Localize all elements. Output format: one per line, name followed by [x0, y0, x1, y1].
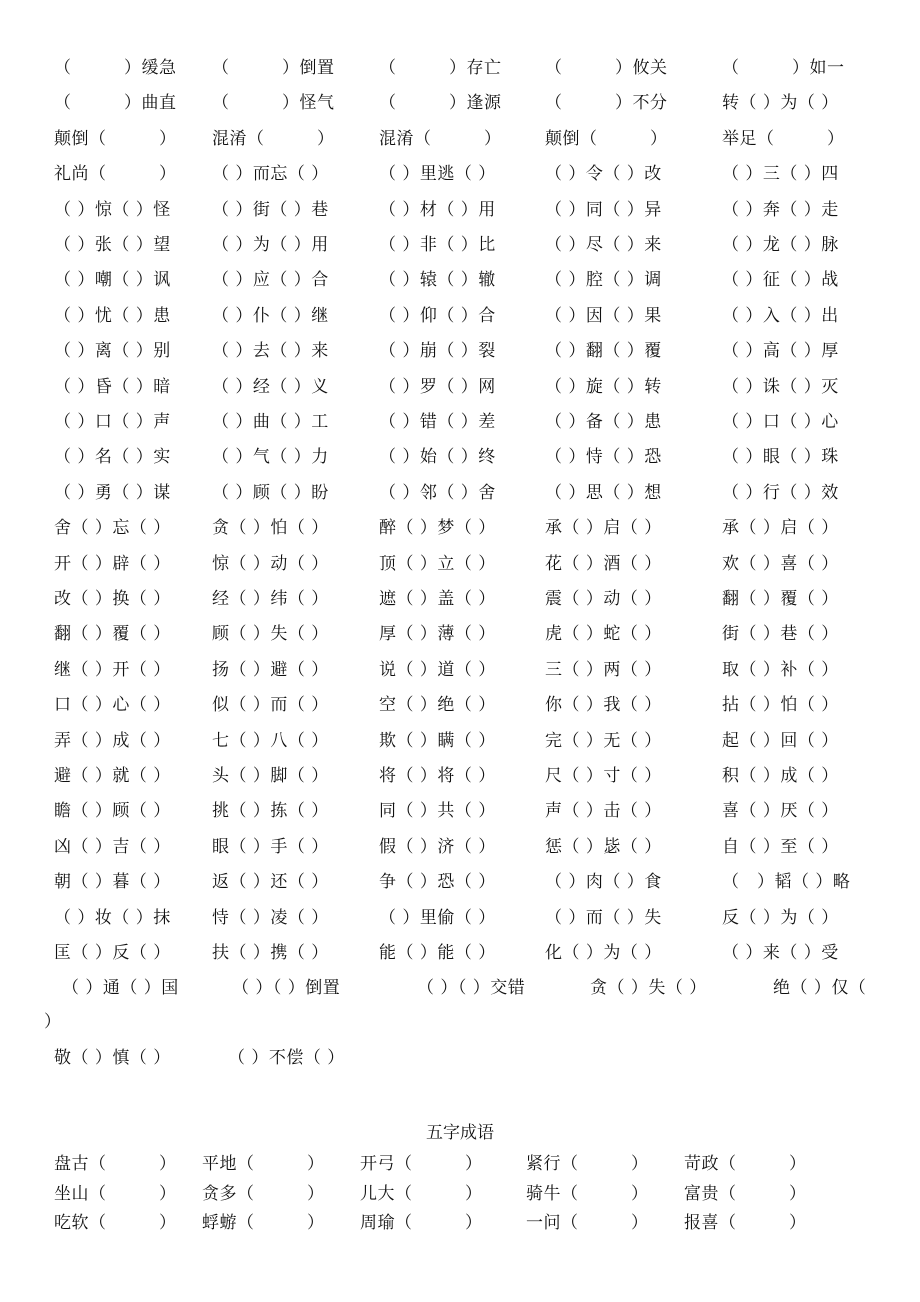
idiom-row	[0, 834, 920, 860]
idiom-blank-item: 假（ ）济（ ）	[379, 836, 496, 857]
idiom-blank-item: （ ）龙（ ）脉	[722, 235, 839, 255]
idiom-blank-item: 舍（ ）忘（ ）	[54, 518, 171, 539]
idiom-blank-item: （ ）名（ ）实	[54, 447, 171, 468]
idiom-row	[0, 303, 920, 329]
idiom-blank-item: （ ）材（ ）用	[379, 199, 496, 220]
idiom-row	[0, 657, 920, 683]
idiom-blank-item: 惩（ ）毖（ ）	[545, 836, 662, 857]
idiom-blank-item: （ ）顾（ ）盼	[212, 482, 329, 503]
idiom-blank-item: （ ）高（ ）厚	[722, 341, 839, 362]
idiom-blank-item: （ ）崩（ ）裂	[379, 341, 496, 362]
idiom-blank-item: 挑（ ）拣（ ）	[212, 801, 329, 822]
idiom-blank-item: 开（ ）辟（ ）	[54, 553, 171, 574]
idiom-blank-item: （ ）而（ ）失	[545, 907, 662, 928]
idiom-row	[0, 126, 920, 152]
idiom-blank-item: 颠倒（ ）	[545, 128, 668, 149]
idiom-blank-item: 化（ ）为（ ）	[545, 943, 662, 963]
idiom-blank-item: 能（ ）能（ ）	[379, 943, 496, 963]
idiom-blank-item: （ ）思（ ）想	[545, 482, 662, 503]
idiom-blank-item: （ ）旋（ ）转	[545, 376, 662, 397]
idiom-blank-item: （ ）行（ ）效	[722, 482, 839, 503]
idiom-row	[0, 763, 920, 789]
idiom-row	[0, 515, 920, 541]
idiom-blank-item: 混淆（ ）	[379, 128, 502, 149]
idiom-blank-item: 喜（ ）厌（ ）	[722, 801, 839, 822]
idiom-row-wrapped	[0, 975, 920, 1033]
five-char-row	[0, 1210, 920, 1236]
five-char-item: 贪多（ ）	[202, 1183, 325, 1204]
idiom-blank-item: （ ）怪气	[212, 93, 335, 114]
idiom-row	[0, 197, 920, 223]
idiom-blank-item: 经（ ）纬（ ）	[212, 589, 329, 609]
five-char-item: 紧行（ ）	[526, 1154, 649, 1174]
idiom-blank-item: （ ）令（ ）改	[545, 164, 662, 185]
idiom-blank-item: 翻（ ）覆（ ）	[722, 589, 839, 609]
idiom-blank-item: （ ）而忘（ ）	[212, 164, 329, 185]
idiom-blank-item: 混淆（ ）	[212, 128, 335, 149]
idiom-blank-item: 贪（ ）怕（ ）	[212, 518, 329, 539]
idiom-row	[0, 338, 920, 364]
idiom-blank-item: 颠倒（ ）	[54, 128, 177, 149]
idiom-blank-item: 完（ ）无（ ）	[545, 730, 662, 751]
idiom-blank-item: 惊（ ）动（ ）	[212, 553, 329, 574]
idiom-blank-item: （ ）气（ ）力	[212, 447, 329, 468]
idiom-blank-item: （ ）非（ ）比	[379, 235, 496, 255]
idiom-blank-item: （ ）为（ ）用	[212, 235, 329, 255]
idiom-blank-item: 顾（ ）失（ ）	[212, 624, 329, 645]
idiom-blank-item: （ ）入（ ）出	[722, 305, 839, 326]
idiom-blank-item: 转（ ）为（ ）	[722, 93, 839, 114]
idiom-blank-item: （ ）尽（ ）来	[545, 235, 662, 255]
idiom-blank-item: （ ）错（ ）差	[379, 412, 496, 432]
idiom-blank-item: 敬（ ）慎（ ）	[54, 1048, 171, 1069]
idiom-row	[0, 409, 920, 435]
five-char-item: 苛政（ ）	[684, 1154, 807, 1174]
idiom-blank-item: 虎（ ）蛇（ ）	[545, 624, 662, 645]
idiom-blank-item: （ ）经（ ）义	[212, 376, 329, 397]
idiom-blank-item: 反（ ）为（ ）	[722, 907, 839, 928]
idiom-blank-item: 自（ ）至（ ）	[722, 836, 839, 857]
idiom-row	[0, 869, 920, 895]
idiom-blank-item: 匡（ ）反（ ）	[54, 943, 171, 963]
five-char-item: 坐山（ ）	[54, 1183, 177, 1204]
idiom-blank-item: （ ）辕（ ）辙	[379, 270, 496, 291]
idiom-blank-item: （ ）口（ ）声	[54, 412, 171, 432]
five-char-item: 一问（ ）	[526, 1213, 649, 1233]
five-char-row	[0, 1151, 920, 1177]
wrapped-paren: ）	[44, 1012, 62, 1033]
idiom-row	[0, 692, 920, 718]
idiom-blank-item: （ ）邻（ ）舍	[379, 482, 496, 503]
idiom-row	[0, 90, 920, 116]
idiom-blank-item: 同（ ）共（ ）	[379, 801, 496, 822]
idiom-row	[0, 444, 920, 470]
idiom-blank-item: （ ）备（ ）患	[545, 412, 662, 432]
idiom-blank-item: 口（ ）心（ ）	[54, 695, 171, 716]
idiom-blank-item: 醉（ ）梦（ ）	[379, 518, 496, 539]
idiom-row	[0, 55, 920, 81]
idiom-blank-item: 顶（ ）立（ ）	[379, 553, 496, 574]
idiom-blank-item: （ ）不分	[545, 93, 668, 114]
idiom-blank-item: 改（ ）换（ ）	[54, 589, 171, 609]
idiom-blank-item: 扬（ ）避（ ）	[212, 659, 329, 680]
idiom-blank-item: 眼（ ）手（ ）	[212, 836, 329, 857]
idiom-blank-item: 瞻（ ）顾（ ）	[54, 801, 171, 822]
idiom-blank-item: （ ）肉（ ）食	[545, 872, 662, 893]
idiom-blank-item: （ ）里逃（ ）	[379, 164, 496, 185]
idiom-blank-item: 似（ ）而（ ）	[212, 695, 329, 716]
idiom-row	[0, 621, 920, 647]
idiom-blank-item: 避（ ）就（ ）	[54, 766, 171, 786]
five-char-row	[0, 1181, 920, 1207]
idiom-blank-item: （ ）应（ ）合	[212, 270, 329, 291]
idiom-blank-item: 取（ ）补（ ）	[722, 659, 839, 680]
five-char-item: 富贵（ ）	[684, 1183, 807, 1204]
idiom-blank-item: 扶（ ）携（ ）	[212, 943, 329, 963]
idiom-blank-item: （ ）翻（ ）覆	[545, 341, 662, 362]
idiom-blank-item: 起（ ）回（ ）	[722, 730, 839, 751]
idiom-blank-item: （ ）奔（ ）走	[722, 199, 839, 220]
idiom-blank-item: （ ）昏（ ）暗	[54, 376, 171, 397]
idiom-blank-item: （ ）眼（ ）珠	[722, 447, 839, 468]
idiom-blank-item: （ ）罗（ ）网	[379, 376, 496, 397]
idiom-blank-item: （ ）（ ）倒置	[232, 978, 341, 999]
idiom-blank-item: 朝（ ）暮（ ）	[54, 872, 171, 893]
idiom-blank-item: 积（ ）成（ ）	[722, 766, 839, 786]
idiom-row	[0, 798, 920, 824]
idiom-blank-item: （ ）勇（ ）谋	[54, 482, 171, 503]
idiom-blank-item: （ ）口（ ）心	[722, 412, 839, 432]
idiom-blank-item: 举足（ ）	[722, 128, 845, 149]
five-char-item: 报喜（ ）	[684, 1213, 807, 1233]
idiom-row	[0, 551, 920, 577]
idiom-blank-item: 恃（ ）凌（ ）	[212, 907, 329, 928]
idiom-blank-item: 尺（ ）寸（ ）	[545, 766, 662, 786]
idiom-blank-item: （ ）诛（ ）灭	[722, 376, 839, 397]
idiom-blank-item: 你（ ）我（ ）	[545, 695, 662, 716]
idiom-blank-item: 争（ ）恐（ ）	[379, 872, 496, 893]
idiom-blank-item: （ ）街（ ）巷	[212, 199, 329, 220]
idiom-blank-item: 返（ ）还（ ）	[212, 872, 329, 893]
idiom-blank-item: （ ）（ ）交错	[417, 978, 526, 999]
idiom-blank-item: 礼尚（ ）	[54, 164, 177, 185]
idiom-blank-item: 遮（ ）盖（ ）	[379, 589, 496, 609]
idiom-blank-item: 承（ ）启（ ）	[722, 518, 839, 539]
idiom-blank-item: （ ）逢源	[379, 93, 502, 114]
idiom-blank-item: 承（ ）启（ ）	[545, 518, 662, 539]
five-char-item: 周瑜（ ）	[360, 1213, 483, 1233]
idiom-blank-item: （ ）始（ ）终	[379, 447, 496, 468]
idiom-blank-item: 翻（ ）覆（ ）	[54, 624, 171, 645]
idiom-blank-item: （ ）曲直	[54, 93, 177, 114]
idiom-row	[0, 480, 920, 506]
idiom-blank-item: 欢（ ）喜（ ）	[722, 553, 839, 574]
idiom-blank-item: （ ）曲（ ）工	[212, 412, 329, 432]
idiom-blank-item: （ ）如一	[722, 58, 845, 78]
idiom-blank-item: （ ）离（ ）别	[54, 341, 171, 362]
idiom-blank-item: （ ）忧（ ）患	[54, 305, 171, 326]
idiom-blank-item: 厚（ ）薄（ ）	[379, 624, 496, 645]
five-char-item: 儿大（ ）	[360, 1183, 483, 1204]
idiom-blank-item: 头（ ）脚（ ）	[212, 766, 329, 786]
idiom-blank-item: 继（ ）开（ ）	[54, 659, 171, 680]
idiom-blank-item: 贪（ ）失（ ）	[590, 978, 707, 999]
idiom-row	[0, 267, 920, 293]
idiom-blank-item: 花（ ）酒（ ）	[545, 553, 662, 574]
idiom-row	[0, 161, 920, 187]
idiom-blank-item: 街（ ）巷（ ）	[722, 624, 839, 645]
idiom-row	[0, 728, 920, 754]
idiom-row	[0, 905, 920, 931]
idiom-blank-item: （ ）韬（ ）略	[722, 872, 851, 893]
five-char-item: 平地（ ）	[202, 1154, 325, 1174]
idiom-blank-item: （ ）通（ ）国	[62, 978, 179, 999]
idiom-row	[0, 586, 920, 612]
five-char-item: 盘古（ ）	[54, 1154, 177, 1174]
idiom-blank-item: （ ）因（ ）果	[545, 305, 662, 326]
idiom-blank-item: （ ）存亡	[379, 58, 502, 78]
idiom-blank-item: 绝（ ）仅（	[773, 978, 867, 999]
idiom-blank-item: 空（ ）绝（ ）	[379, 695, 496, 716]
five-char-item: 开弓（ ）	[360, 1154, 483, 1174]
idiom-blank-item: （ ）三（ ）四	[722, 164, 839, 185]
five-char-item: 吃软（ ）	[54, 1213, 177, 1233]
idiom-blank-item: （ ）同（ ）异	[545, 199, 662, 220]
idiom-blank-item: 拈（ ）怕（ ）	[722, 695, 839, 716]
idiom-row	[0, 374, 920, 400]
idiom-blank-item: （ ）不偿（ ）	[228, 1048, 345, 1069]
five-char-item: 骑牛（ ）	[526, 1183, 649, 1204]
idiom-row	[0, 940, 920, 966]
idiom-blank-item: （ ）腔（ ）调	[545, 270, 662, 291]
idiom-blank-item: （ ）惊（ ）怪	[54, 199, 171, 220]
idiom-blank-item: 将（ ）将（ ）	[379, 766, 496, 786]
idiom-blank-item: 三（ ）两（ ）	[545, 659, 662, 680]
idiom-blank-item: 弄（ ）成（ ）	[54, 730, 171, 751]
section-title: 五字成语	[426, 1123, 494, 1143]
idiom-blank-item: 说（ ）道（ ）	[379, 659, 496, 680]
idiom-blank-item: （ ）里偷（ ）	[379, 907, 496, 928]
idiom-blank-item: 欺（ ）瞒（ ）	[379, 730, 496, 751]
idiom-blank-item: 凶（ ）吉（ ）	[54, 836, 171, 857]
idiom-blank-item: 震（ ）动（ ）	[545, 589, 662, 609]
five-char-item: 蜉蝣（ ）	[202, 1213, 325, 1233]
idiom-blank-item: （ ）去（ ）来	[212, 341, 329, 362]
idiom-blank-item: （ ）嘲（ ）讽	[54, 270, 171, 291]
idiom-blank-item: （ ）仆（ ）继	[212, 305, 329, 326]
idiom-blank-item: 声（ ）击（ ）	[545, 801, 662, 822]
idiom-blank-item: （ ）征（ ）战	[722, 270, 839, 291]
idiom-blank-item: （ ）缓急	[54, 58, 177, 78]
idiom-blank-item: （ ）倒置	[212, 58, 335, 78]
idiom-blank-item: （ ）张（ ）望	[54, 235, 171, 255]
idiom-blank-item: （ ）来（ ）受	[722, 943, 839, 963]
idiom-row-last	[0, 1045, 920, 1071]
idiom-blank-item: （ ）攸关	[545, 58, 668, 78]
idiom-blank-item: （ ）妆（ ）抹	[54, 907, 171, 928]
idiom-row	[0, 232, 920, 258]
idiom-blank-item: （ ）恃（ ）恐	[545, 447, 662, 468]
idiom-blank-item: （ ）仰（ ）合	[379, 305, 496, 326]
idiom-blank-item: 七（ ）八（ ）	[212, 730, 329, 751]
